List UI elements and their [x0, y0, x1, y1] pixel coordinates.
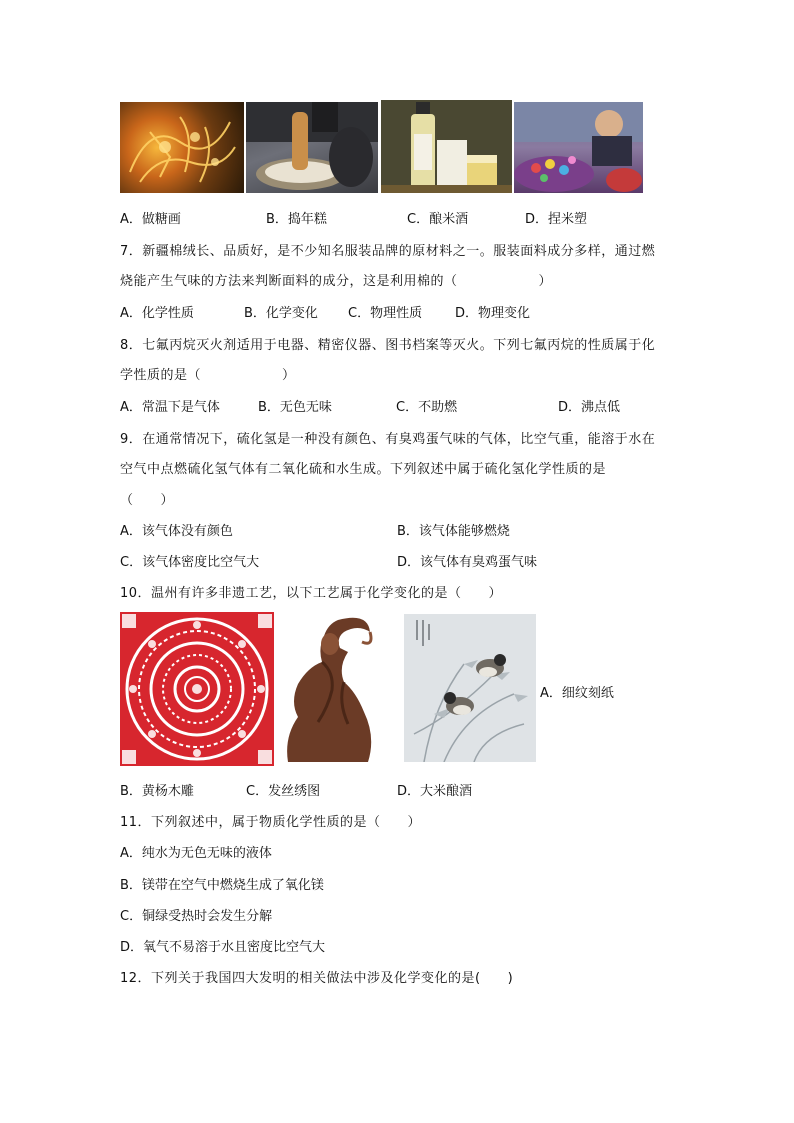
rice-cake-pounding-photo: [246, 102, 378, 193]
q10-stem: 10．温州有许多非遗工艺，以下工艺属于化学变化的是（ ）: [120, 586, 503, 601]
q9-stem-line1: 9．在通常情况下，硫化氢是一种没有颜色、有臭鸡蛋气味的气体，比空气重，能溶于水在: [120, 432, 656, 447]
q7-option-a: A．化学性质: [120, 306, 194, 321]
boxwood-carving-photo: [278, 612, 382, 766]
q8-option-b: B．无色无味: [258, 400, 332, 415]
q7-option-b: B．化学变化: [244, 306, 318, 321]
q10-option-c: C．发丝绣图: [246, 784, 321, 799]
q11-stem: 11．下列叙述中，属于物质化学性质的是（ ）: [120, 815, 422, 830]
q8-option-a: A．常温下是气体: [120, 400, 220, 415]
q8-stem-line2: 学性质的是（ ）: [120, 368, 296, 383]
q6-option-c: C．酿米酒: [407, 212, 469, 227]
q7-option-d: D．物理变化: [455, 306, 531, 321]
q6-option-b: B．捣年糕: [266, 212, 327, 227]
q11-option-a: A．纯水为无色无味的液体: [120, 846, 272, 861]
q6-option-d: D．捏米塑: [525, 212, 588, 227]
q8-option-c: C．不助燃: [396, 400, 458, 415]
q10-option-b: B．黄杨木雕: [120, 784, 194, 799]
rice-wine-photo: [381, 100, 512, 193]
q8-stem-line1: 8．七氟丙烷灭火剂适用于电器、精密仪器、图书档案等灭火。下列七氟丙烷的性质属于化: [120, 338, 656, 353]
hair-embroidery-photo: [404, 614, 536, 762]
q12-stem: 12．下列关于我国四大发明的相关做法中涉及化学变化的是( ): [120, 971, 514, 986]
rice-sculpture-photo: [514, 102, 643, 193]
q8-option-d: D．沸点低: [558, 400, 621, 415]
q7-option-c: C．物理性质: [348, 306, 423, 321]
q7-stem-line1: 7．新疆棉绒长、品质好，是不少知名服装品牌的原材料之一。服装面料成分多样，通过燃: [120, 244, 656, 259]
q9-option-b: B．该气体能够燃烧: [397, 524, 510, 539]
q11-option-c: C．铜绿受热时会发生分解: [120, 909, 273, 924]
paper-cut-photo: [120, 612, 274, 766]
sugar-painting-photo: [120, 102, 244, 193]
q11-option-b: B．镁带在空气中燃烧生成了氧化镁: [120, 878, 324, 893]
q6-option-a: A．做糖画: [120, 212, 181, 227]
q9-option-a: A．该气体没有颜色: [120, 524, 233, 539]
q9-option-c: C．该气体密度比空气大: [120, 555, 260, 570]
q11-option-d: D．氧气不易溶于水且密度比空气大: [120, 940, 326, 955]
q9-stem-line3: （ ）: [120, 493, 175, 508]
q10-option-a: A．细纹刻纸: [540, 686, 614, 701]
q10-option-d: D．大米酿酒: [397, 784, 473, 799]
q9-stem-line2: 空气中点燃硫化氢气体有二氧化硫和水生成。下列叙述中属于硫化氢化学性质的是: [120, 462, 607, 477]
q7-stem-line2: 烧能产生气味的方法来判断面料的成分，这是利用棉的（ ）: [120, 274, 553, 289]
q9-option-d: D．该气体有臭鸡蛋气味: [397, 555, 538, 570]
